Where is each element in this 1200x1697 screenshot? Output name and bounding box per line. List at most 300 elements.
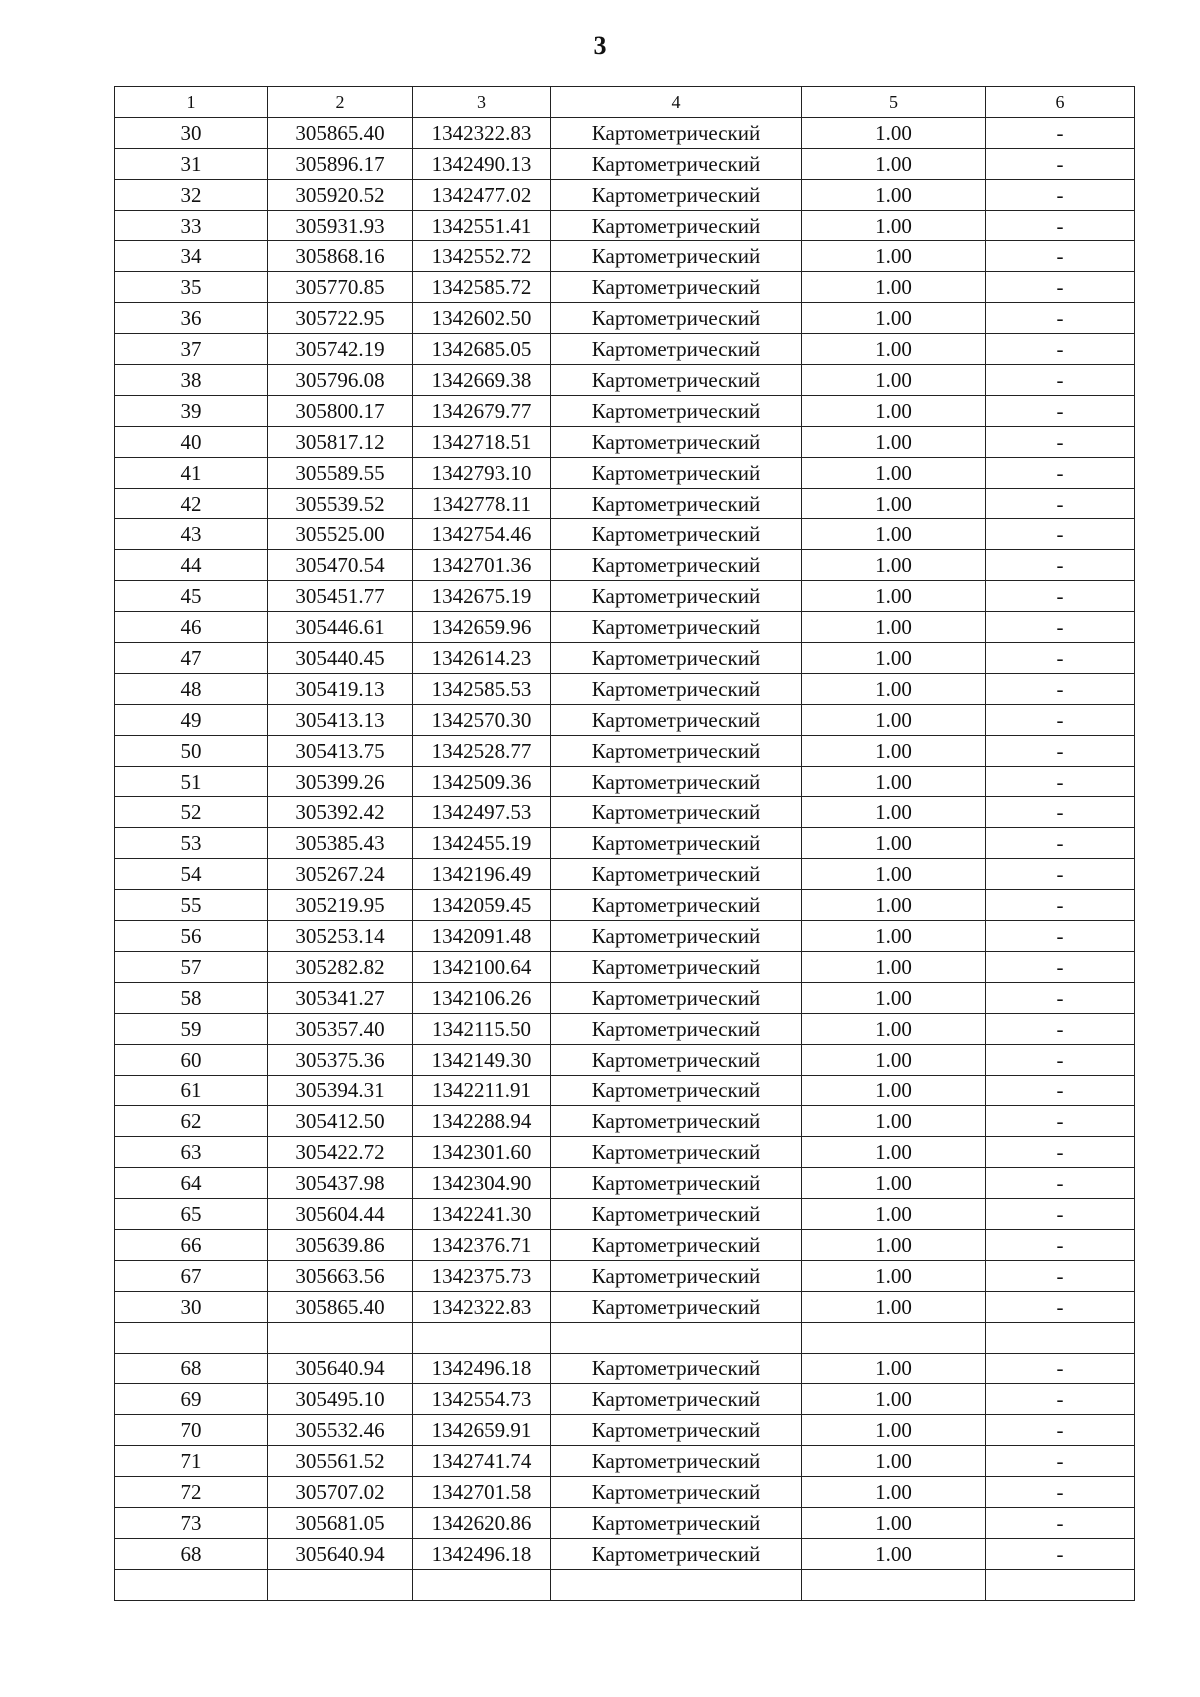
description-cell: - [986, 395, 1135, 426]
description-cell [986, 1322, 1135, 1353]
table-row [115, 1199, 1135, 1230]
x-coordinate-cell: 305640.94 [268, 1538, 413, 1569]
accuracy-cell [802, 1569, 986, 1600]
x-coordinate-cell: 305663.56 [268, 1260, 413, 1291]
x-coordinate-cell: 305375.36 [268, 1044, 413, 1075]
x-coordinate-cell: 305817.12 [268, 426, 413, 457]
method-cell: Картометрический [551, 334, 802, 365]
point-number-cell: 57 [115, 951, 268, 982]
accuracy-cell: 1.00 [802, 426, 986, 457]
y-coordinate-cell: 1342741.74 [413, 1446, 551, 1477]
table-row [115, 1384, 1135, 1415]
y-coordinate-cell: 1342754.46 [413, 519, 551, 550]
method-cell: Картометрический [551, 148, 802, 179]
accuracy-cell: 1.00 [802, 828, 986, 859]
accuracy-cell: 1.00 [802, 1013, 986, 1044]
accuracy-cell: 1.00 [802, 735, 986, 766]
description-cell: - [986, 1137, 1135, 1168]
y-coordinate-cell: 1342778.11 [413, 488, 551, 519]
method-cell: Картометрический [551, 303, 802, 334]
point-number-cell: 67 [115, 1260, 268, 1291]
method-cell: Картометрический [551, 1291, 802, 1322]
y-coordinate-cell: 1342455.19 [413, 828, 551, 859]
y-coordinate-cell: 1342376.71 [413, 1229, 551, 1260]
y-coordinate-cell: 1342304.90 [413, 1168, 551, 1199]
point-number-cell: 46 [115, 612, 268, 643]
point-number-cell: 66 [115, 1229, 268, 1260]
method-cell: Картометрический [551, 241, 802, 272]
point-number-cell: 52 [115, 797, 268, 828]
method-cell: Картометрический [551, 1538, 802, 1569]
description-cell: - [986, 859, 1135, 890]
accuracy-cell: 1.00 [802, 303, 986, 334]
point-number-cell: 37 [115, 334, 268, 365]
y-coordinate-cell: 1342552.72 [413, 241, 551, 272]
page-number: 3 [593, 31, 607, 60]
table-row [115, 982, 1135, 1013]
point-number-cell: 56 [115, 921, 268, 952]
method-cell: Картометрический [551, 643, 802, 674]
y-coordinate-cell: 1342554.73 [413, 1384, 551, 1415]
point-number-cell: 68 [115, 1538, 268, 1569]
accuracy-cell: 1.00 [802, 982, 986, 1013]
accuracy-cell: 1.00 [802, 1229, 986, 1260]
x-coordinate-cell: 305253.14 [268, 921, 413, 952]
x-coordinate-cell: 305470.54 [268, 550, 413, 581]
point-number-cell: 69 [115, 1384, 268, 1415]
x-coordinate-cell: 305539.52 [268, 488, 413, 519]
x-coordinate-cell: 305865.40 [268, 1291, 413, 1322]
description-cell: - [986, 1446, 1135, 1477]
point-number-cell: 33 [115, 210, 268, 241]
description-cell: - [986, 1415, 1135, 1446]
method-cell: Картометрический [551, 921, 802, 952]
description-cell: - [986, 272, 1135, 303]
y-coordinate-cell: 1342497.53 [413, 797, 551, 828]
description-cell: - [986, 1044, 1135, 1075]
x-coordinate-cell: 305770.85 [268, 272, 413, 303]
point-number-cell: 31 [115, 148, 268, 179]
accuracy-cell: 1.00 [802, 704, 986, 735]
point-number-cell: 48 [115, 673, 268, 704]
point-number-cell: 42 [115, 488, 268, 519]
x-coordinate-cell: 305639.86 [268, 1229, 413, 1260]
y-coordinate-cell: 1342375.73 [413, 1260, 551, 1291]
y-coordinate-cell: 1342675.19 [413, 581, 551, 612]
point-number-cell: 38 [115, 365, 268, 396]
method-cell: Картометрический [551, 828, 802, 859]
description-cell: - [986, 1229, 1135, 1260]
y-coordinate-cell: 1342149.30 [413, 1044, 551, 1075]
y-coordinate-cell: 1342602.50 [413, 303, 551, 334]
x-coordinate-cell: 305446.61 [268, 612, 413, 643]
accuracy-cell: 1.00 [802, 612, 986, 643]
method-cell: Картометрический [551, 951, 802, 982]
y-coordinate-cell: 1342241.30 [413, 1199, 551, 1230]
method-cell: Картометрический [551, 179, 802, 210]
method-cell: Картометрический [551, 1075, 802, 1106]
method-cell: Картометрический [551, 1384, 802, 1415]
description-cell: - [986, 1291, 1135, 1322]
method-cell: Картометрический [551, 1260, 802, 1291]
method-cell [551, 1322, 802, 1353]
y-coordinate-cell: 1342620.86 [413, 1507, 551, 1538]
accuracy-cell: 1.00 [802, 272, 986, 303]
point-number-cell: 41 [115, 457, 268, 488]
table-row [115, 148, 1135, 179]
accuracy-cell: 1.00 [802, 1044, 986, 1075]
description-cell: - [986, 334, 1135, 365]
method-cell: Картометрический [551, 1415, 802, 1446]
description-cell: - [986, 488, 1135, 519]
table-row [115, 365, 1135, 396]
description-cell: - [986, 643, 1135, 674]
table-row [115, 210, 1135, 241]
table-body [115, 117, 1135, 1600]
description-cell: - [986, 426, 1135, 457]
table-row [115, 1260, 1135, 1291]
accuracy-cell: 1.00 [802, 1384, 986, 1415]
method-cell: Картометрический [551, 1168, 802, 1199]
accuracy-cell: 1.00 [802, 1446, 986, 1477]
x-coordinate-cell: 305392.42 [268, 797, 413, 828]
description-cell: - [986, 1013, 1135, 1044]
point-number-cell: 50 [115, 735, 268, 766]
point-number-cell: 34 [115, 241, 268, 272]
column-header-6: 6 [986, 87, 1135, 118]
y-coordinate-cell: 1342288.94 [413, 1106, 551, 1137]
y-coordinate-cell: 1342477.02 [413, 179, 551, 210]
accuracy-cell: 1.00 [802, 797, 986, 828]
table-row [115, 1507, 1135, 1538]
accuracy-cell: 1.00 [802, 1075, 986, 1106]
column-header-2: 2 [268, 87, 413, 118]
point-number-cell: 47 [115, 643, 268, 674]
method-cell: Картометрический [551, 797, 802, 828]
table-row [115, 303, 1135, 334]
column-header-5: 5 [802, 87, 986, 118]
x-coordinate-cell: 305722.95 [268, 303, 413, 334]
x-coordinate-cell: 305604.44 [268, 1199, 413, 1230]
x-coordinate-cell: 305796.08 [268, 365, 413, 396]
y-coordinate-cell: 1342570.30 [413, 704, 551, 735]
description-cell: - [986, 704, 1135, 735]
y-coordinate-cell: 1342669.38 [413, 365, 551, 396]
x-coordinate-cell [268, 1322, 413, 1353]
x-coordinate-cell: 305422.72 [268, 1137, 413, 1168]
method-cell: Картометрический [551, 395, 802, 426]
table-row [115, 1168, 1135, 1199]
x-coordinate-cell: 305451.77 [268, 581, 413, 612]
point-number-cell: 61 [115, 1075, 268, 1106]
x-coordinate-cell: 305394.31 [268, 1075, 413, 1106]
accuracy-cell: 1.00 [802, 1415, 986, 1446]
accuracy-cell: 1.00 [802, 550, 986, 581]
accuracy-cell: 1.00 [802, 643, 986, 674]
point-number-cell: 63 [115, 1137, 268, 1168]
point-number-cell: 44 [115, 550, 268, 581]
description-cell: - [986, 982, 1135, 1013]
y-coordinate-cell: 1342679.77 [413, 395, 551, 426]
x-coordinate-cell: 305681.05 [268, 1507, 413, 1538]
y-coordinate-cell: 1342115.50 [413, 1013, 551, 1044]
accuracy-cell: 1.00 [802, 581, 986, 612]
x-coordinate-cell: 305385.43 [268, 828, 413, 859]
x-coordinate-cell: 305267.24 [268, 859, 413, 890]
description-cell: - [986, 673, 1135, 704]
y-coordinate-cell: 1342106.26 [413, 982, 551, 1013]
point-number-cell: 64 [115, 1168, 268, 1199]
accuracy-cell: 1.00 [802, 241, 986, 272]
point-number-cell [115, 1569, 268, 1600]
description-cell: - [986, 797, 1135, 828]
point-number-cell: 65 [115, 1199, 268, 1230]
y-coordinate-cell: 1342659.91 [413, 1415, 551, 1446]
table-row [115, 704, 1135, 735]
description-cell: - [986, 1106, 1135, 1137]
method-cell: Картометрический [551, 117, 802, 148]
method-cell: Картометрический [551, 519, 802, 550]
table-row [115, 612, 1135, 643]
method-cell: Картометрический [551, 612, 802, 643]
table-row [115, 334, 1135, 365]
point-number-cell: 59 [115, 1013, 268, 1044]
point-number-cell: 53 [115, 828, 268, 859]
accuracy-cell: 1.00 [802, 457, 986, 488]
method-cell: Картометрический [551, 1137, 802, 1168]
description-cell: - [986, 921, 1135, 952]
x-coordinate-cell: 305219.95 [268, 890, 413, 921]
point-number-cell: 71 [115, 1446, 268, 1477]
x-coordinate-cell: 305896.17 [268, 148, 413, 179]
table-row [115, 1446, 1135, 1477]
point-number-cell: 36 [115, 303, 268, 334]
y-coordinate-cell: 1342100.64 [413, 951, 551, 982]
x-coordinate-cell: 305412.50 [268, 1106, 413, 1137]
x-coordinate-cell: 305413.75 [268, 735, 413, 766]
accuracy-cell: 1.00 [802, 1260, 986, 1291]
method-cell [551, 1569, 802, 1600]
table-row [115, 1137, 1135, 1168]
y-coordinate-cell: 1342059.45 [413, 890, 551, 921]
description-cell: - [986, 1384, 1135, 1415]
table-row [115, 890, 1135, 921]
point-number-cell: 62 [115, 1106, 268, 1137]
x-coordinate-cell: 305742.19 [268, 334, 413, 365]
table-row [115, 179, 1135, 210]
y-coordinate-cell: 1342659.96 [413, 612, 551, 643]
y-coordinate-cell: 1342496.18 [413, 1353, 551, 1384]
method-cell: Картометрический [551, 1353, 802, 1384]
x-coordinate-cell: 305868.16 [268, 241, 413, 272]
table-row [115, 1353, 1135, 1384]
table-row [115, 457, 1135, 488]
method-cell: Картометрический [551, 1106, 802, 1137]
table-row [115, 519, 1135, 550]
method-cell: Картометрический [551, 1199, 802, 1230]
point-number-cell: 51 [115, 766, 268, 797]
method-cell: Картометрический [551, 1507, 802, 1538]
table-row [115, 859, 1135, 890]
description-cell: - [986, 179, 1135, 210]
y-coordinate-cell: 1342091.48 [413, 921, 551, 952]
accuracy-cell [802, 1322, 986, 1353]
method-cell: Картометрический [551, 1044, 802, 1075]
table-row [115, 1538, 1135, 1569]
table-row [115, 550, 1135, 581]
accuracy-cell: 1.00 [802, 890, 986, 921]
accuracy-cell: 1.00 [802, 1168, 986, 1199]
accuracy-cell: 1.00 [802, 365, 986, 396]
method-cell: Картометрический [551, 581, 802, 612]
y-coordinate-cell: 1342614.23 [413, 643, 551, 674]
x-coordinate-cell: 305525.00 [268, 519, 413, 550]
point-number-cell: 68 [115, 1353, 268, 1384]
y-coordinate-cell: 1342211.91 [413, 1075, 551, 1106]
y-coordinate-cell: 1342701.58 [413, 1477, 551, 1508]
table-row [115, 395, 1135, 426]
table-row [115, 673, 1135, 704]
accuracy-cell: 1.00 [802, 951, 986, 982]
description-cell: - [986, 117, 1135, 148]
accuracy-cell: 1.00 [802, 1106, 986, 1137]
method-cell: Картометрический [551, 1477, 802, 1508]
table-row [115, 951, 1135, 982]
description-cell: - [986, 303, 1135, 334]
x-coordinate-cell: 305561.52 [268, 1446, 413, 1477]
y-coordinate-cell: 1342585.53 [413, 673, 551, 704]
point-number-cell: 54 [115, 859, 268, 890]
description-cell: - [986, 951, 1135, 982]
accuracy-cell: 1.00 [802, 334, 986, 365]
accuracy-cell: 1.00 [802, 1353, 986, 1384]
description-cell: - [986, 1353, 1135, 1384]
point-number-cell: 58 [115, 982, 268, 1013]
x-coordinate-cell: 305532.46 [268, 1415, 413, 1446]
description-cell [986, 1569, 1135, 1600]
y-coordinate-cell: 1342585.72 [413, 272, 551, 303]
table-row [115, 1569, 1135, 1600]
description-cell: - [986, 1075, 1135, 1106]
method-cell: Картометрический [551, 982, 802, 1013]
y-coordinate-cell: 1342685.05 [413, 334, 551, 365]
accuracy-cell: 1.00 [802, 921, 986, 952]
point-number-cell: 60 [115, 1044, 268, 1075]
x-coordinate-cell: 305589.55 [268, 457, 413, 488]
table-row [115, 117, 1135, 148]
table-row [115, 426, 1135, 457]
table-row [115, 1075, 1135, 1106]
accuracy-cell: 1.00 [802, 488, 986, 519]
y-coordinate-cell: 1342509.36 [413, 766, 551, 797]
method-cell: Картометрический [551, 457, 802, 488]
table-row [115, 488, 1135, 519]
column-header-3: 3 [413, 87, 551, 118]
accuracy-cell: 1.00 [802, 1291, 986, 1322]
x-coordinate-cell: 305640.94 [268, 1353, 413, 1384]
table-row [115, 921, 1135, 952]
point-number-cell: 30 [115, 117, 268, 148]
accuracy-cell: 1.00 [802, 1137, 986, 1168]
description-cell: - [986, 890, 1135, 921]
accuracy-cell: 1.00 [802, 1199, 986, 1230]
x-coordinate-cell: 305707.02 [268, 1477, 413, 1508]
table-row [115, 1013, 1135, 1044]
accuracy-cell: 1.00 [802, 1538, 986, 1569]
point-number-cell: 39 [115, 395, 268, 426]
point-number-cell: 49 [115, 704, 268, 735]
point-number-cell: 45 [115, 581, 268, 612]
table-row [115, 1044, 1135, 1075]
x-coordinate-cell: 305282.82 [268, 951, 413, 982]
method-cell: Картометрический [551, 210, 802, 241]
x-coordinate-cell: 305920.52 [268, 179, 413, 210]
method-cell: Картометрический [551, 766, 802, 797]
accuracy-cell: 1.00 [802, 766, 986, 797]
y-coordinate-cell: 1342322.83 [413, 117, 551, 148]
method-cell: Картометрический [551, 1013, 802, 1044]
description-cell: - [986, 766, 1135, 797]
description-cell: - [986, 1260, 1135, 1291]
x-coordinate-cell: 305495.10 [268, 1384, 413, 1415]
x-coordinate-cell: 305440.45 [268, 643, 413, 674]
point-number-cell: 72 [115, 1477, 268, 1508]
method-cell: Картометрический [551, 673, 802, 704]
method-cell: Картометрический [551, 365, 802, 396]
table-row [115, 272, 1135, 303]
table-row [115, 828, 1135, 859]
description-cell: - [986, 612, 1135, 643]
x-coordinate-cell: 305413.13 [268, 704, 413, 735]
description-cell: - [986, 210, 1135, 241]
y-coordinate-cell: 1342196.49 [413, 859, 551, 890]
method-cell: Картометрический [551, 1446, 802, 1477]
description-cell: - [986, 581, 1135, 612]
method-cell: Картометрический [551, 704, 802, 735]
description-cell: - [986, 1538, 1135, 1569]
x-coordinate-cell: 305800.17 [268, 395, 413, 426]
accuracy-cell: 1.00 [802, 1477, 986, 1508]
method-cell: Картометрический [551, 488, 802, 519]
point-number-cell [115, 1322, 268, 1353]
point-number-cell: 30 [115, 1291, 268, 1322]
accuracy-cell: 1.00 [802, 395, 986, 426]
accuracy-cell: 1.00 [802, 179, 986, 210]
x-coordinate-cell: 305399.26 [268, 766, 413, 797]
method-cell: Картометрический [551, 890, 802, 921]
y-coordinate-cell: 1342322.83 [413, 1291, 551, 1322]
table-row [115, 735, 1135, 766]
description-cell: - [986, 550, 1135, 581]
table-row [115, 797, 1135, 828]
accuracy-cell: 1.00 [802, 859, 986, 890]
table-row [115, 1291, 1135, 1322]
table-row [115, 766, 1135, 797]
y-coordinate-cell: 1342301.60 [413, 1137, 551, 1168]
description-cell: - [986, 148, 1135, 179]
table-row [115, 643, 1135, 674]
accuracy-cell: 1.00 [802, 117, 986, 148]
method-cell: Картометрический [551, 1229, 802, 1260]
accuracy-cell: 1.00 [802, 148, 986, 179]
table-row [115, 1322, 1135, 1353]
point-number-cell: 55 [115, 890, 268, 921]
table-row [115, 581, 1135, 612]
accuracy-cell: 1.00 [802, 210, 986, 241]
accuracy-cell: 1.00 [802, 673, 986, 704]
point-number-cell: 43 [115, 519, 268, 550]
x-coordinate-cell: 305931.93 [268, 210, 413, 241]
